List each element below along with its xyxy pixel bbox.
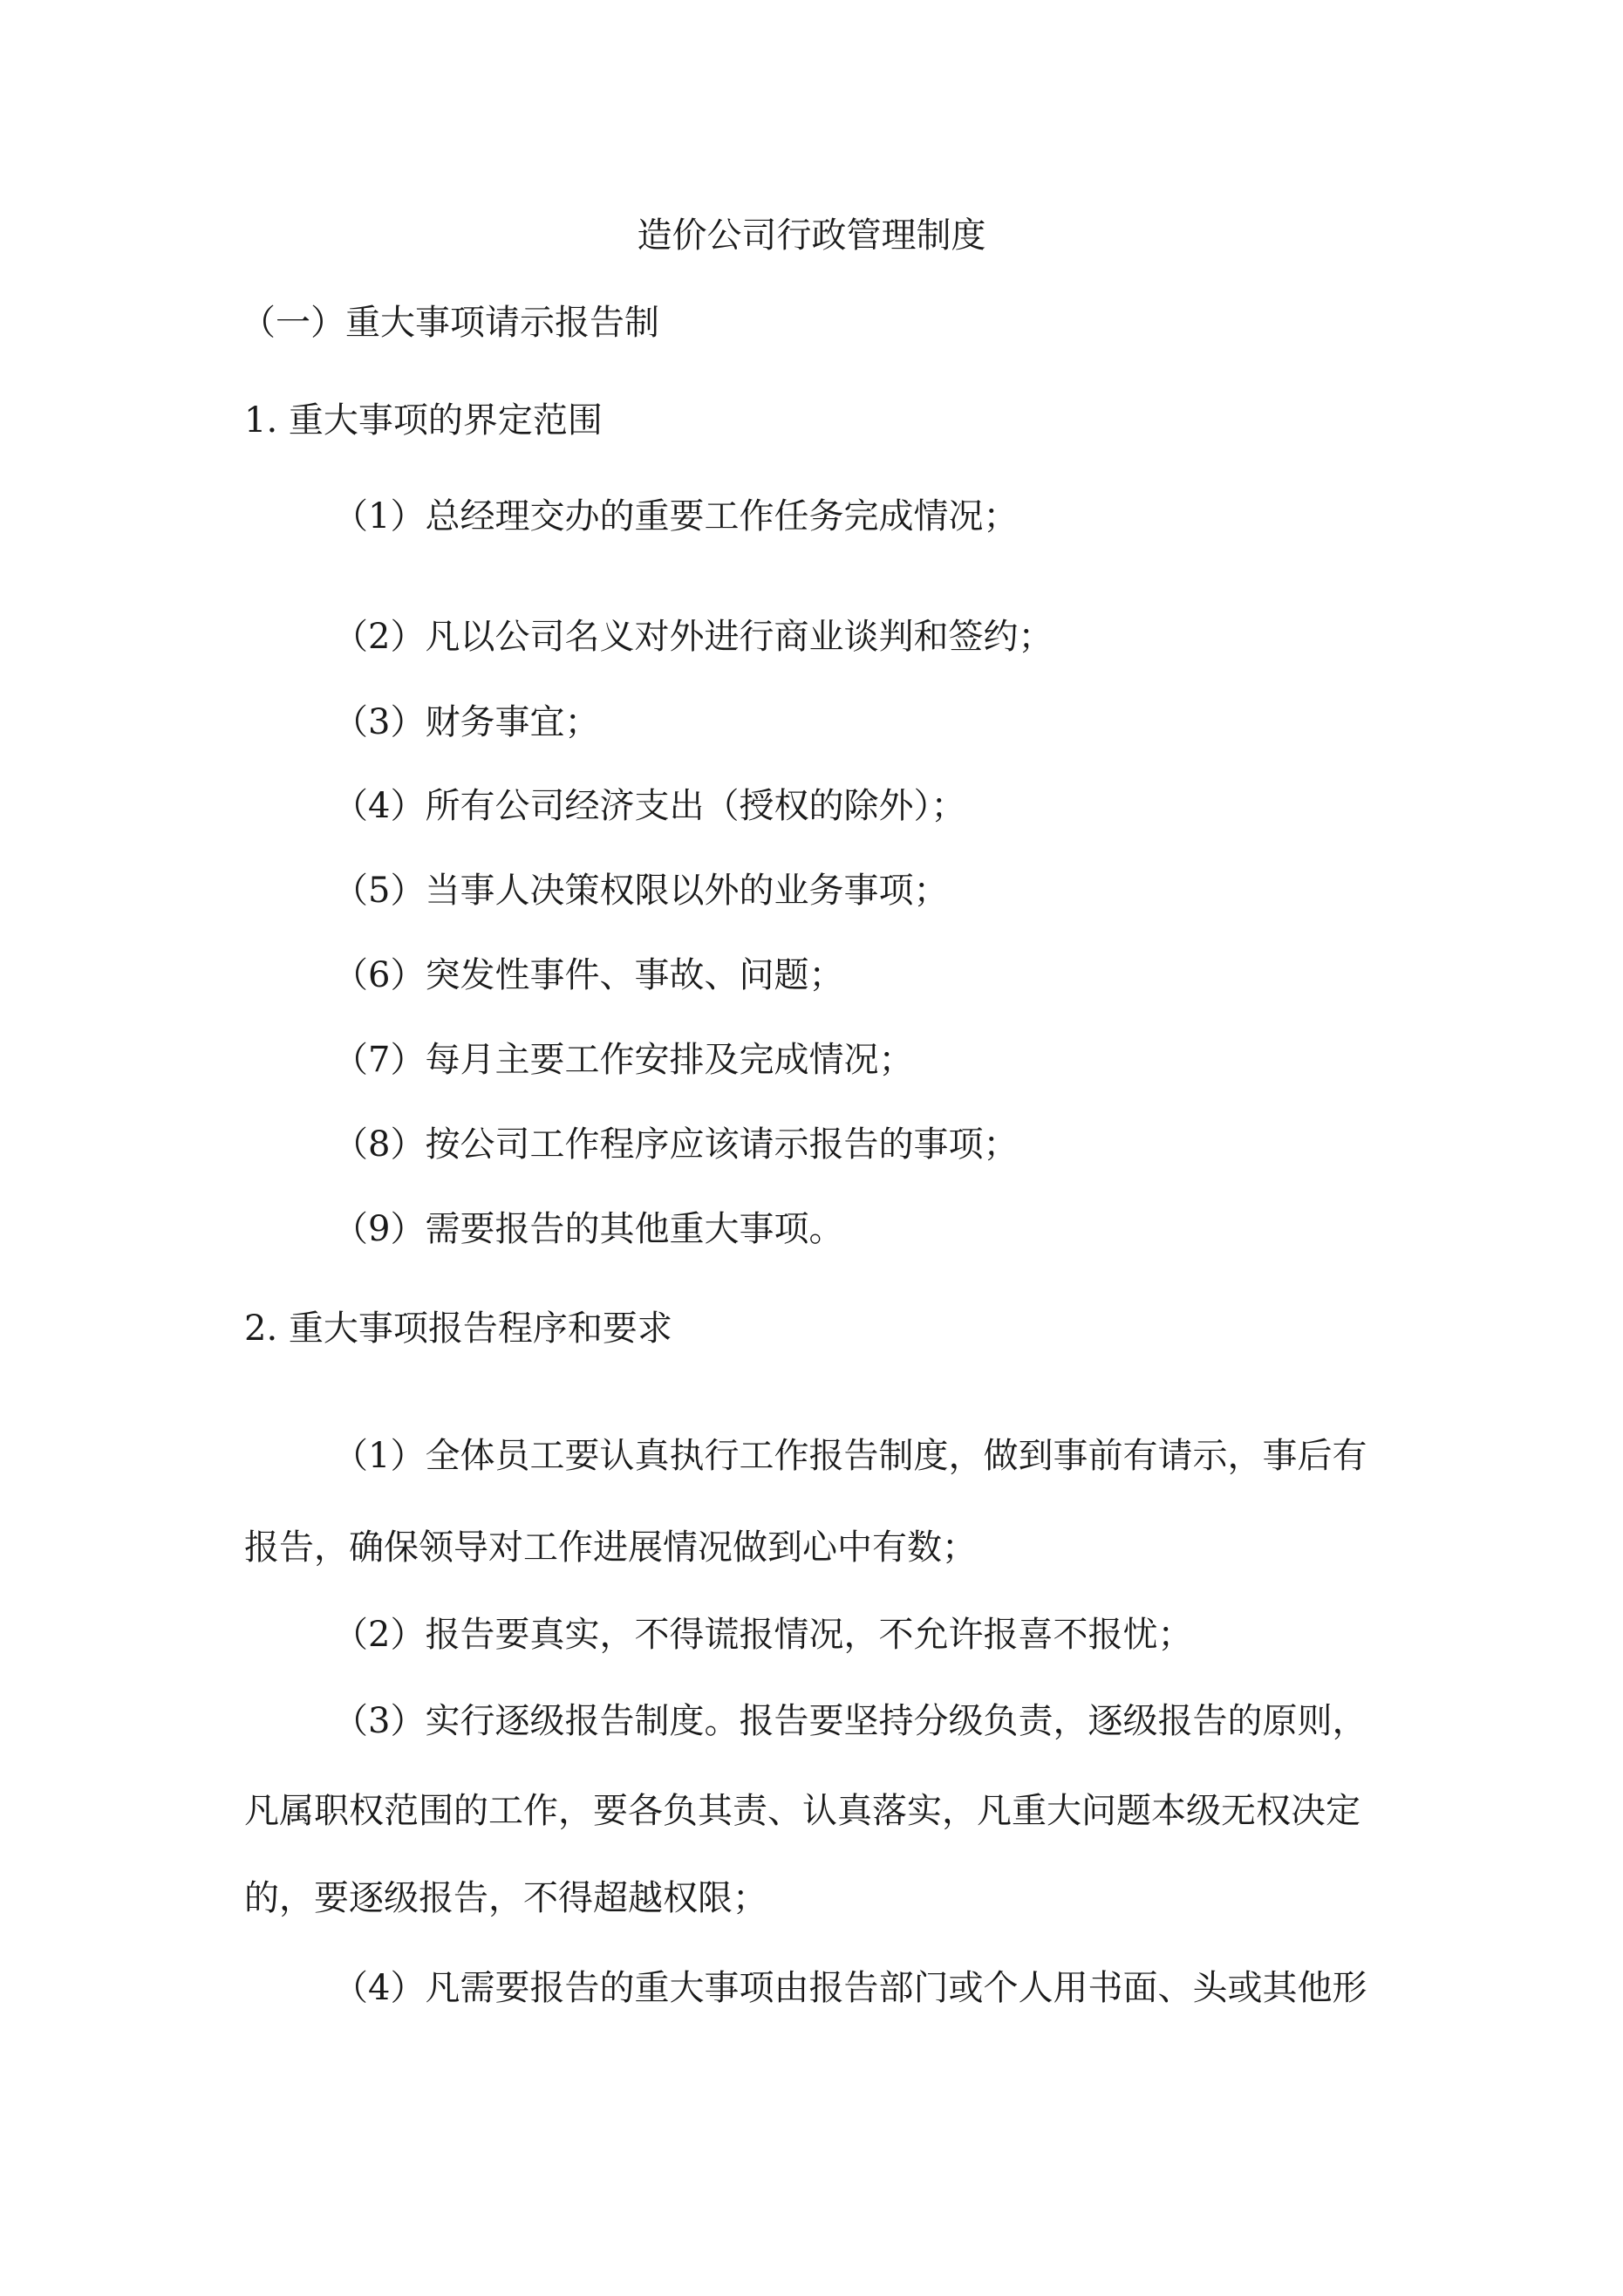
list-item: （1）总经理交办的重要工作任务完成情况； [333, 496, 1019, 536]
subsection-1-heading: 1. 重大事项的界定范围 [244, 400, 603, 441]
document-title: 造价公司行政管理制度 [637, 215, 986, 256]
paragraph-line: （1）全体员工要认真执行工作报告制度，做到事前有请示，事后有 [333, 1436, 1367, 1476]
list-item: （3）财务事宜； [333, 702, 600, 742]
paragraph-line: 凡属职权范围的工作，要各负其责、认真落实，凡重大问题本级无权决定 [244, 1791, 1360, 1831]
list-item: （6）突发性事件、事故、问题； [333, 955, 844, 995]
list-item: （4）所有公司经济支出（授权的除外）； [333, 786, 966, 826]
subsection-2-heading: 2. 重大事项报告程序和要求 [244, 1309, 672, 1349]
list-item: （7）每月主要工作安排及完成情况； [333, 1040, 914, 1080]
list-item: （2）凡以公司名义对外进行商业谈判和签约； [333, 617, 1054, 657]
section-heading: （一）重大事项请示报告制 [241, 303, 659, 343]
list-item: （8）按公司工作程序应该请示报告的事项； [333, 1124, 1019, 1165]
paragraph-line: （4）凡需要报告的重大事项由报告部门或个人用书面、头或其他形 [333, 1968, 1367, 2008]
paragraph-line: （3）实行逐级报告制度。报告要坚持分级负责，逐级报告的原则， [333, 1701, 1367, 1741]
paragraph-line: 报告，确保领导对工作进展情况做到心中有数； [244, 1527, 977, 1568]
paragraph-line: 的，要逐级报告，不得超越权限； [244, 1878, 767, 1918]
paragraph-line: （2）报告要真实，不得谎报情况，不允许报喜不报忧； [333, 1615, 1193, 1655]
list-item: （5）当事人决策权限以外的业务事项； [333, 871, 949, 911]
list-item: （9）需要报告的其他重大事项。 [333, 1209, 844, 1249]
